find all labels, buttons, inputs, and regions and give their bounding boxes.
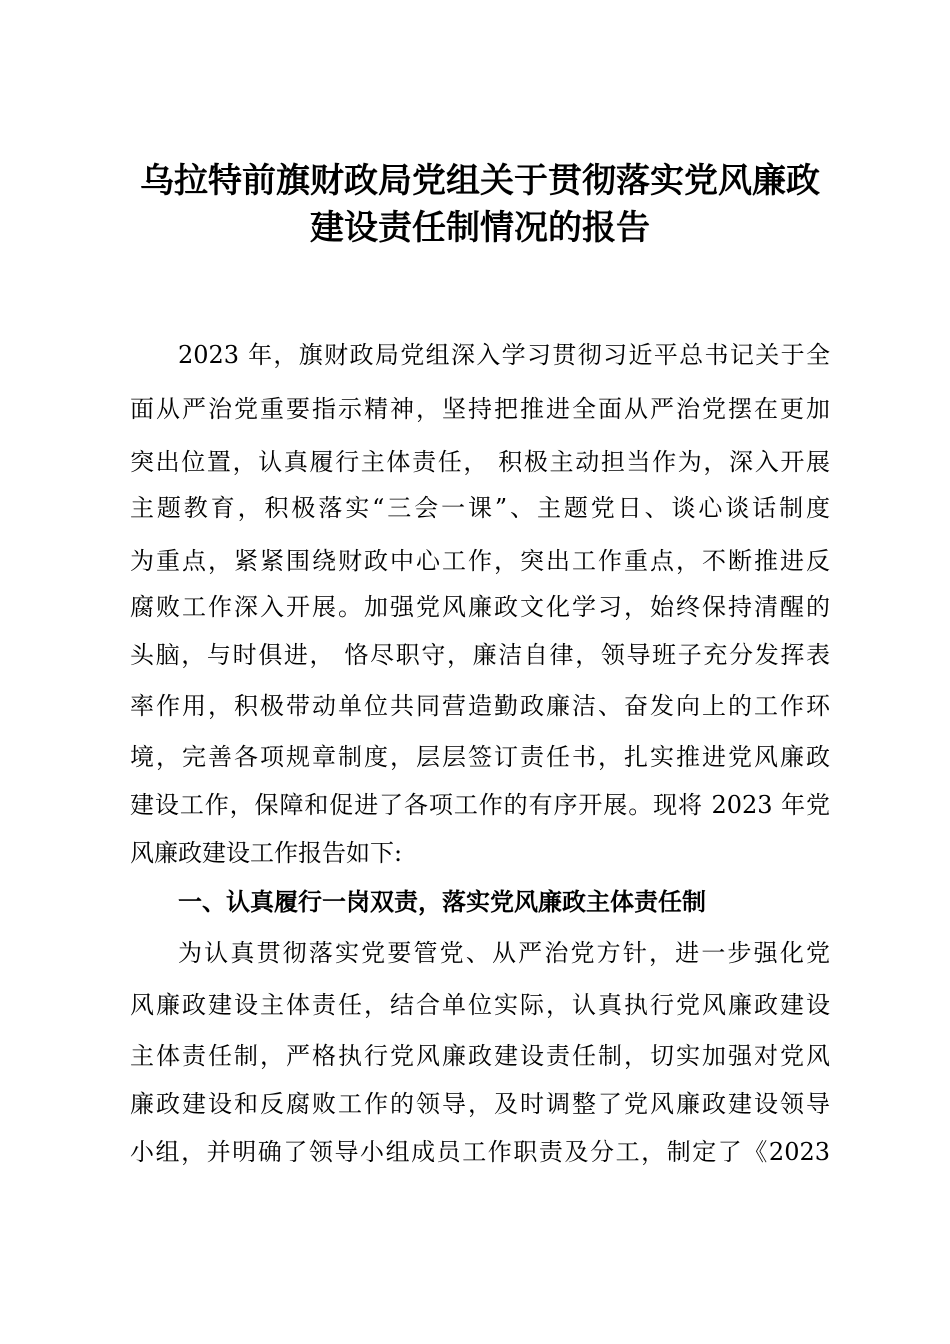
- paragraph-1-line: 为重点，紧紧围绕财政中心工作，突出工作重点，不断推进反: [130, 547, 830, 575]
- paragraph-1-line: 2023 年，旗财政局党组深入学习贯彻习近平总书记关于全: [178, 341, 830, 369]
- paragraph-2-line: 主体责任制，严格执行党风廉政建设责任制，切实加强对党风: [130, 1042, 830, 1070]
- paragraph-1-line: 突出位置，认真履行主体责任， 积极主动担当作为，深入开展: [130, 448, 830, 476]
- paragraph-1-line: 面从严治党重要指示精神，坚持把推进全面从严治党摆在更加: [130, 395, 830, 423]
- paragraph-1-line: 率作用，积极带动单位共同营造勤政廉洁、奋发向上的工作环: [130, 692, 830, 720]
- document-title-line-1: 乌拉特前旗财政局党组关于贯彻落实党风廉政: [140, 161, 820, 201]
- paragraph-1-line: 腐败工作深入开展。加强党风廉政文化学习，始终保持清醒的: [130, 593, 830, 621]
- document-title-line-2: 建设责任制情况的报告: [310, 208, 650, 248]
- paragraph-1-line: 主题教育，积极落实“三会一课”、主题党日、谈心谈话制度: [130, 494, 830, 522]
- paragraph-1-line: 境，完善各项规章制度，层层签订责任书，扎实推进党风廉政: [130, 743, 830, 771]
- paragraph-2-line: 小组，并明确了领导小组成员工作职责及分工，制定了《2023: [130, 1138, 830, 1166]
- paragraph-2-line: 风廉政建设主体责任，结合单位实际，认真执行党风廉政建设: [130, 991, 830, 1019]
- paragraph-1-line: 头脑，与时俱进， 恪尽职守，廉洁自律，领导班子充分发挥表: [130, 641, 830, 669]
- paragraph-2-line: 为认真贯彻落实党要管党、从严治党方针，进一步强化党: [178, 939, 830, 967]
- paragraph-1-line: 风廉政建设工作报告如下:: [130, 839, 403, 867]
- paragraph-1-line: 建设工作，保障和促进了各项工作的有序开展。现将 2023 年党: [130, 791, 830, 819]
- section-1-heading: 一、认真履行一岗双责，落实党风廉政主体责任制: [178, 888, 706, 916]
- paragraph-2-line: 廉政建设和反腐败工作的领导，及时调整了党风廉政建设领导: [130, 1090, 830, 1118]
